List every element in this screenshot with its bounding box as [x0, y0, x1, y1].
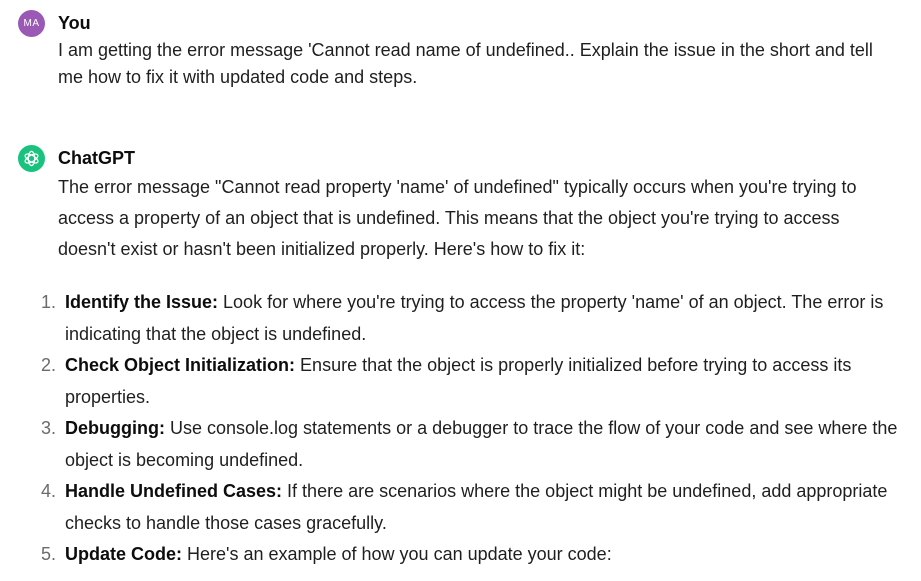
list-item-text: If there are scenarios where the object might be undefined, add appropriate checks to handle those cases gracefully.: [65, 481, 888, 533]
user-author-name: You: [58, 13, 91, 33]
assistant-message: [18, 144, 901, 571]
user-message-content: [58, 9, 901, 91]
list-item-number: 5.: [41, 544, 57, 564]
list-item-title: Update Code:: [65, 544, 182, 564]
assistant-intro-text: The error message "Cannot read property 'name' of undefined" typically occurs when you're trying to access a property of an object that is undefined. This means that the object you're trying to access doesn't exist or hasn't been initialized properly. Here's how to fix it:: [58, 177, 857, 259]
user-message-text: I am getting the error message 'Cannot read name of undefined.. Explain the issue in the short and tell me how to fix it with updated code and steps.: [58, 40, 873, 87]
list-item-text: Here's an example of how you can update your code:: [182, 544, 612, 564]
openai-logo-icon: [18, 145, 45, 172]
list-item: [41, 413, 901, 476]
list-item-text: Use console.log statements or a debugger to trace the flow of your code and see where the object is becoming undefined.: [65, 418, 898, 470]
list-item: [41, 539, 901, 571]
user-avatar-initials: MA: [23, 18, 40, 29]
user-avatar: [18, 10, 45, 37]
list-item-number: 3.: [41, 418, 57, 438]
assistant-author-name: ChatGPT: [58, 148, 136, 168]
list-item: [41, 476, 901, 539]
list-item-number: 1.: [41, 292, 57, 312]
list-item: [41, 350, 901, 413]
list-item-title: Debugging:: [65, 418, 165, 438]
list-item-text: Look for where you're trying to access the property 'name' of an object. The error is indicating that the object is undefined.: [65, 292, 884, 344]
list-item-title: Handle Undefined Cases:: [65, 481, 283, 501]
openai-logo-svg: [22, 149, 41, 168]
list-item-title: Identify the Issue:: [65, 292, 219, 312]
assistant-message-content: [41, 144, 901, 571]
list-item-number: 4.: [41, 481, 57, 501]
list-item-text: Ensure that the object is properly initialized before trying to access its properties.: [65, 355, 852, 407]
list-item-title: Check Object Initialization:: [65, 355, 296, 375]
steps-list: [41, 287, 901, 571]
user-message: [18, 9, 901, 91]
list-item-number: 2.: [41, 355, 57, 375]
list-item: [41, 287, 901, 350]
